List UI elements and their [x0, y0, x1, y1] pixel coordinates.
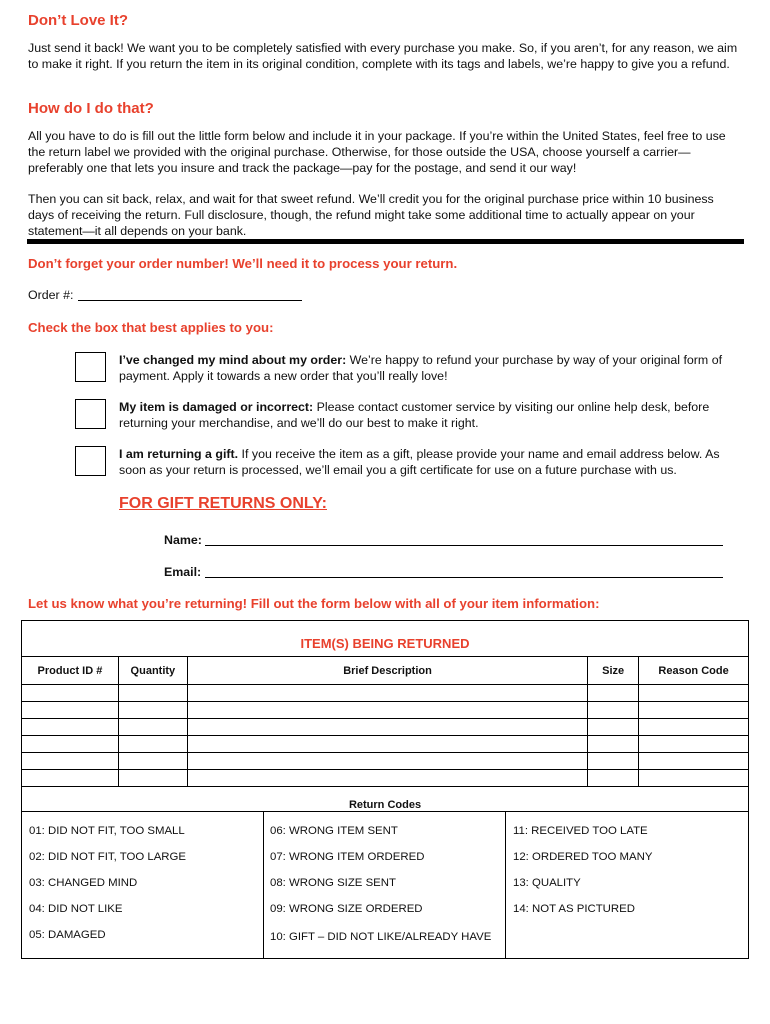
items-table-header: [22, 657, 749, 685]
option-gift-text: If you receive the item as a gift, please provide your name and email address below. As soon as your return is processed, we’ll email you a gift certificate for use on a future purchase with us.: [119, 447, 720, 477]
return-code: 10: GIFT – DID NOT LIKE/ALREADY HAVE: [270, 931, 492, 943]
intro-paragraph: Just send it back! We want you to be completely satisfied with every purchase you make. So, if you aren’t, for any reason, we aim to make it right. If you return the item in its original condition, complete with its tags and labels, we’re happy to give you a refund.: [28, 41, 738, 71]
items-table-title: ITEM(S) BEING RETURNED: [300, 636, 470, 651]
table-row: [22, 753, 749, 770]
table-cell[interactable]: [588, 753, 639, 770]
table-cell[interactable]: [639, 736, 749, 753]
return-code: 13: QUALITY: [513, 877, 581, 889]
return-code: 04: DID NOT LIKE: [29, 903, 123, 915]
col-description: Brief Description: [187, 657, 587, 685]
table-cell[interactable]: [118, 753, 187, 770]
items-table: [21, 656, 749, 787]
option-damaged: [119, 399, 739, 431]
table-cell[interactable]: [22, 753, 119, 770]
col-reason-code: Reason Code: [639, 657, 749, 685]
table-row: [22, 719, 749, 736]
option-damaged-text: Please contact customer service by visiting our online help desk, before returning your merchandise, and we’ll do our best to make it right.: [119, 400, 710, 430]
email-field[interactable]: [205, 577, 723, 578]
option-damaged-title: My item is damaged or incorrect:: [119, 400, 314, 414]
how-paragraph-1: All you have to do is fill out the little form below and include it in your package. If you’re within the United States, feel free to use the return label we provided with the original purchase. Otherwise, for those outside the USA, choose yourself a carrier—preferably one that lets you insure and track the package—pay for the postage, and send it our way!: [28, 129, 726, 175]
table-row: [22, 702, 749, 719]
table-cell[interactable]: [187, 770, 587, 787]
return-codes-col-divider-2: [505, 811, 506, 959]
table-cell[interactable]: [639, 702, 749, 719]
table-cell[interactable]: [639, 685, 749, 702]
how-paragraph-2: Then you can sit back, relax, and wait for that sweet refund. We’ll credit you for the original purchase price within 10 business days of receiving the return. Full disclosure, though, the refund might take some additional time to actually appear on your statement—it all depends on your bank.: [28, 192, 714, 238]
table-cell[interactable]: [22, 702, 119, 719]
return-codes-title: Return Codes: [348, 799, 422, 811]
return-code: 06: WRONG ITEM SENT: [270, 825, 398, 837]
table-cell[interactable]: [22, 719, 119, 736]
checkbox-changed-mind[interactable]: [75, 352, 106, 382]
checkbox-damaged[interactable]: [75, 399, 106, 429]
table-cell[interactable]: [187, 753, 587, 770]
return-code: 12: ORDERED TOO MANY: [513, 851, 653, 863]
table-cell[interactable]: [118, 685, 187, 702]
table-cell[interactable]: [118, 719, 187, 736]
table-cell[interactable]: [187, 702, 587, 719]
name-field[interactable]: [205, 545, 723, 546]
table-row: [22, 770, 749, 787]
return-codes-col-divider-1: [263, 811, 264, 959]
option-changed-mind-text: We’re happy to refund your purchase by way of your original form of payment. Apply it towards a new order that you’ll really love!: [119, 353, 723, 383]
option-gift-title: I am returning a gift.: [119, 447, 239, 461]
table-cell[interactable]: [187, 719, 587, 736]
order-heading: Don’t forget your order number! We’ll need it to process your return.: [28, 256, 458, 271]
order-number-field[interactable]: [78, 300, 302, 301]
table-cell[interactable]: [22, 685, 119, 702]
table-cell[interactable]: [588, 736, 639, 753]
option-changed-mind: [119, 352, 739, 384]
divider-rule: [27, 239, 744, 244]
table-cell[interactable]: [187, 736, 587, 753]
name-label: Name:: [164, 533, 202, 547]
table-cell[interactable]: [118, 770, 187, 787]
table-cell[interactable]: [639, 753, 749, 770]
email-label: Email:: [164, 565, 202, 579]
checkbox-gift[interactable]: [75, 446, 106, 476]
table-row: [22, 736, 749, 753]
table-cell[interactable]: [118, 736, 187, 753]
return-code: 01: DID NOT FIT, TOO SMALL: [29, 825, 185, 837]
table-cell[interactable]: [588, 685, 639, 702]
return-code: 07: WRONG ITEM ORDERED: [270, 851, 425, 863]
options-heading: Check the box that best applies to you:: [28, 320, 274, 335]
table-cell[interactable]: [187, 685, 587, 702]
heading-dont-love-it: Don’t Love It?: [28, 12, 128, 29]
items-heading: Let us know what you’re returning! Fill out the form below with all of your item information:: [28, 596, 600, 611]
table-cell[interactable]: [118, 702, 187, 719]
heading-how: How do I do that?: [28, 100, 154, 117]
return-codes-divider: [21, 811, 749, 812]
return-code: 14: NOT AS PICTURED: [513, 903, 635, 915]
table-row: [22, 685, 749, 702]
table-cell[interactable]: [22, 770, 119, 787]
col-quantity: Quantity: [118, 657, 187, 685]
table-cell[interactable]: [588, 770, 639, 787]
table-cell[interactable]: [588, 702, 639, 719]
return-code: 08: WRONG SIZE SENT: [270, 877, 396, 889]
return-code: 05: DAMAGED: [29, 929, 106, 941]
order-label: Order #:: [28, 288, 74, 302]
gift-returns-title: FOR GIFT RETURNS ONLY:: [119, 495, 327, 512]
return-code: 03: CHANGED MIND: [29, 877, 138, 889]
option-gift: [119, 446, 739, 478]
table-cell[interactable]: [639, 719, 749, 736]
return-code: 11: RECEIVED TOO LATE: [513, 825, 648, 837]
option-changed-mind-title: I’ve changed my mind about my order:: [119, 353, 347, 367]
return-code: 09: WRONG SIZE ORDERED: [270, 903, 423, 915]
table-cell[interactable]: [588, 719, 639, 736]
col-size: Size: [588, 657, 639, 685]
col-product-id: Product ID #: [22, 657, 119, 685]
table-cell[interactable]: [639, 770, 749, 787]
table-cell[interactable]: [22, 736, 119, 753]
return-code: 02: DID NOT FIT, TOO LARGE: [29, 851, 186, 863]
